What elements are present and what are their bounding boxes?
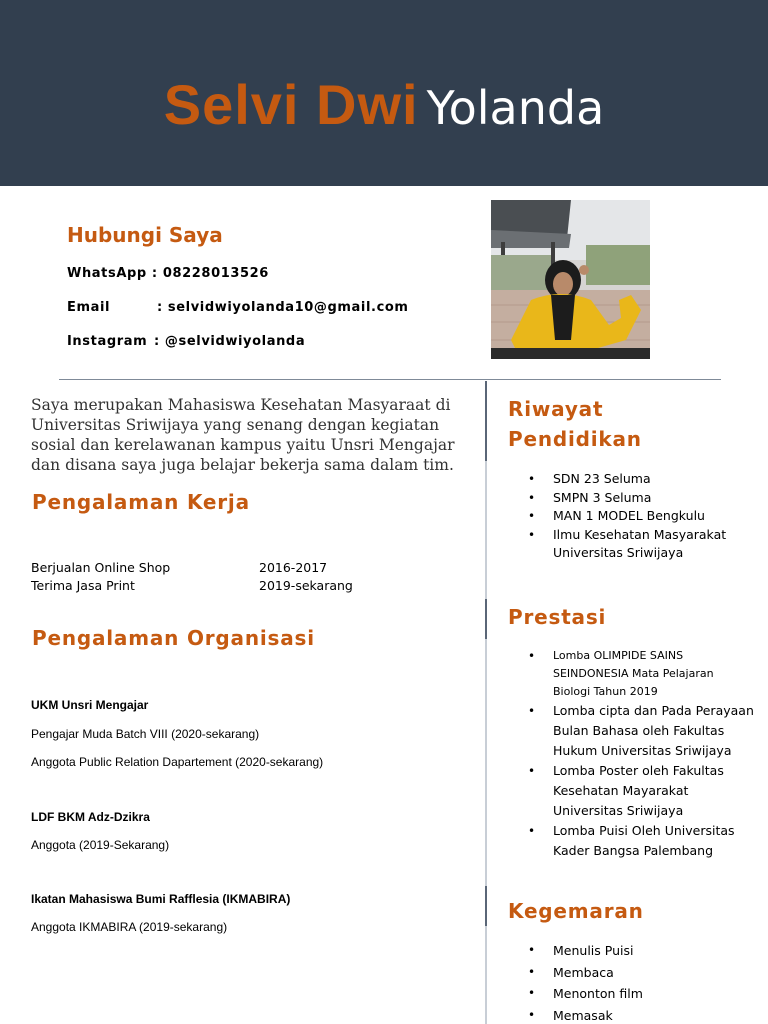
education-title bbox=[508, 394, 642, 454]
org-role: Anggota Public Relation Dapartement (2020-sekarang) bbox=[31, 755, 324, 769]
organization-title: Pengalaman Organisasi bbox=[32, 626, 315, 650]
hobbies-list bbox=[528, 940, 643, 1024]
whatsapp-label: WhatsApp : bbox=[67, 266, 158, 281]
hobbies-title: Kegemaran bbox=[508, 899, 644, 923]
first-name: Selvi Dwi bbox=[163, 73, 419, 136]
contact-email bbox=[67, 300, 409, 315]
bullet-icon: • bbox=[528, 824, 536, 838]
work-item-name: Berjualan Online Shop bbox=[31, 560, 171, 575]
profile-photo bbox=[491, 200, 650, 359]
list-item: • SDN 23 Seluma bbox=[528, 470, 748, 489]
profile-photo-image bbox=[491, 200, 650, 359]
last-name: Yolanda bbox=[426, 81, 605, 135]
bullet-icon: • bbox=[528, 649, 536, 663]
instagram-value: : @selvidwiyolanda bbox=[154, 334, 306, 349]
org-role: Anggota (2019-Sekarang) bbox=[31, 838, 170, 852]
bullet-icon: • bbox=[528, 764, 536, 778]
whatsapp-value: 08228013526 bbox=[157, 266, 269, 281]
education-list bbox=[528, 470, 748, 563]
list-item: • Menonton film bbox=[528, 983, 643, 1005]
work-title: Pengalaman Kerja bbox=[32, 490, 250, 514]
bullet-icon: • bbox=[528, 1007, 536, 1022]
full-name bbox=[0, 72, 768, 137]
list-item: • MAN 1 MODEL Bengkulu bbox=[528, 507, 748, 526]
summary-text: Saya merupakan Mahasiswa Kesehatan Masyaraat di Universitas Sriwijaya yang senang dengan kegiatan sosial dan kerelawanan kampus yaitu Unsri Mengajar dan disana saya juga belajar bekerja sama dalam tim. bbox=[31, 396, 455, 474]
org-role: Pengajar Muda Batch VIII (2020-sekarang) bbox=[31, 727, 260, 741]
bullet-icon: • bbox=[528, 704, 536, 718]
contact-title: Hubungi Saya bbox=[67, 223, 223, 247]
org-name: LDF BKM Adz-Dzikra bbox=[31, 810, 150, 824]
org-name: Ikatan Mahasiswa Bumi Rafflesia (IKMABIRA) bbox=[31, 892, 291, 906]
list-item: • Lomba Puisi Oleh Universitas Kader Bangsa Palembang bbox=[528, 823, 735, 858]
list-item: • Lomba OLIMPIDE SAINS SEINDONESIA Mata Pelajaran Biologi Tahun 2019 bbox=[528, 649, 714, 698]
email-label: Email bbox=[67, 300, 111, 315]
bullet-icon: • bbox=[528, 943, 536, 957]
work-item-period: 2016-2017 bbox=[259, 560, 328, 575]
achievements-list bbox=[528, 647, 758, 861]
list-item: • SMPN 3 Seluma bbox=[528, 489, 748, 508]
vertical-divider bbox=[485, 381, 487, 1024]
bullet-icon: • bbox=[528, 509, 536, 523]
bullet-icon: • bbox=[528, 490, 536, 505]
list-item: • Memasak bbox=[528, 1005, 643, 1024]
header-banner bbox=[0, 0, 768, 186]
list-item: • Ilmu Kesehatan Masyarakat Universitas Sriwijaya bbox=[528, 526, 727, 560]
list-item: • Lomba cipta dan Pada Perayaan Bulan Bahasa oleh Fakultas Hukum Universitas Sriwijaya bbox=[528, 703, 754, 758]
email-value: : selvidwiyolanda10@gmail.com bbox=[157, 300, 409, 315]
achievements-title: Prestasi bbox=[508, 605, 607, 629]
bullet-icon: • bbox=[528, 986, 536, 1000]
contact-whatsapp bbox=[67, 266, 269, 281]
list-item: • Menulis Puisi bbox=[528, 940, 643, 962]
bullet-icon: • bbox=[528, 472, 536, 486]
contact-instagram bbox=[67, 334, 305, 349]
education-title-line1: Riwayat bbox=[508, 397, 604, 421]
bullet-icon: • bbox=[528, 527, 536, 542]
instagram-label: Instagram bbox=[67, 334, 148, 349]
education-title-line2: Pendidikan bbox=[508, 427, 642, 451]
horizontal-divider bbox=[59, 379, 721, 380]
bullet-icon: • bbox=[528, 964, 536, 979]
org-name: UKM Unsri Mengajar bbox=[31, 698, 149, 712]
list-item: • Membaca bbox=[528, 962, 643, 984]
work-item-period: 2019-sekarang bbox=[259, 578, 353, 593]
work-item-name: Terima Jasa Print bbox=[31, 578, 135, 593]
org-role: Anggota IKMABIRA (2019-sekarang) bbox=[31, 920, 228, 934]
list-item: • Lomba Poster oleh Fakultas Kesehatan Mayarakat Universitas Sriwijaya bbox=[528, 763, 724, 818]
